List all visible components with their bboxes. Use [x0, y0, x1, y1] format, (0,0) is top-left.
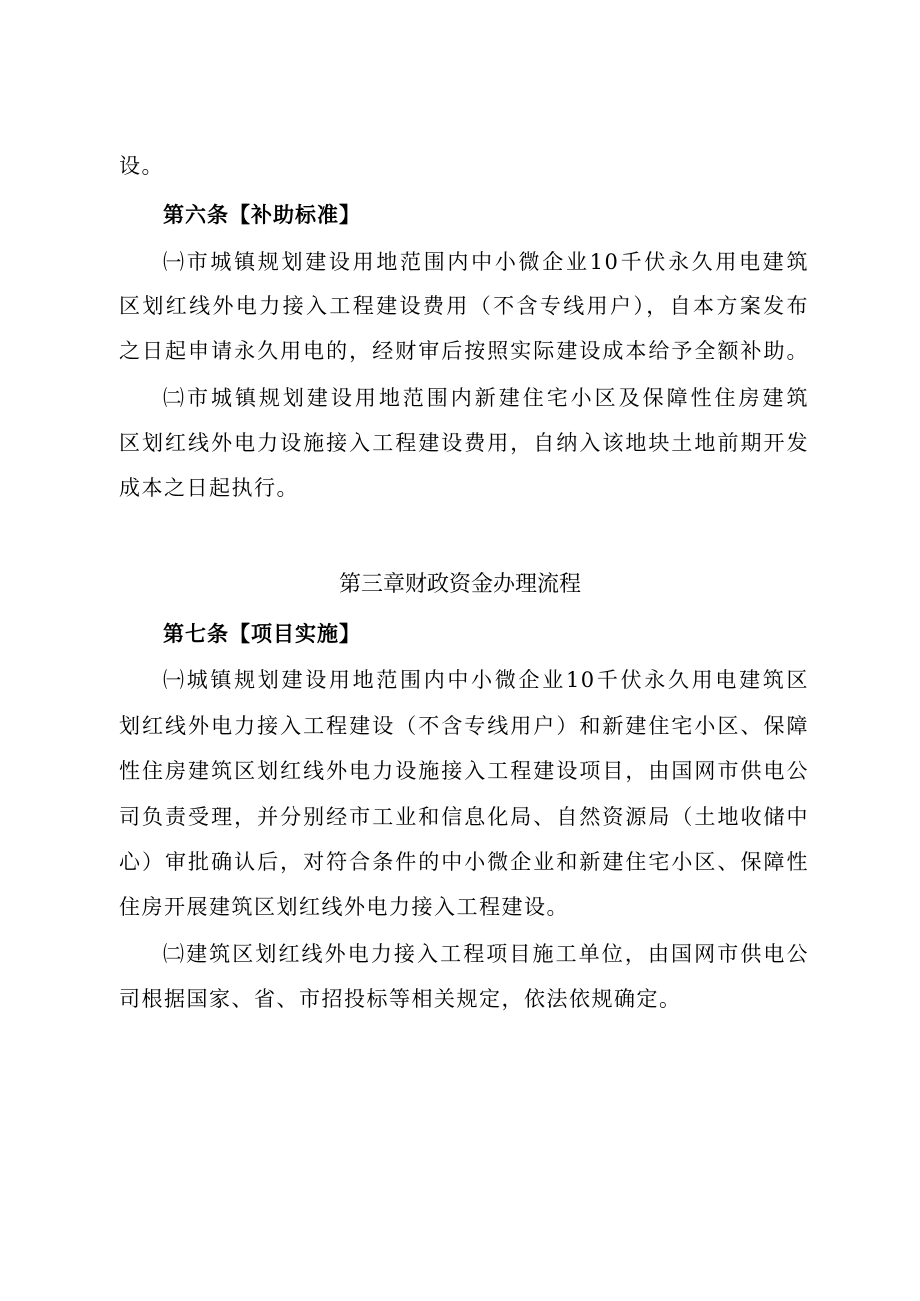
- paragraph-line: 设。: [119, 154, 164, 178]
- paragraph-line: 区划红线外电力设施接入工程建设费用，自纳入该地块土地前期开发: [119, 431, 809, 455]
- paragraph-line: ㈡市城镇规划建设用地范围内新建住宅小区及保障性住房建筑: [163, 386, 809, 410]
- paragraph-line: 区划红线外电力接入工程建设费用（不含专线用户），自本方案发布: [119, 294, 809, 318]
- paragraph-line: 住房开展建筑区划红线外电力接入工程建设。: [119, 895, 569, 919]
- chapter-title: 第三章财政资金办理流程: [338, 572, 581, 597]
- paragraph-line: 心）审批确认后，对符合条件的中小微企业和新建住宅小区、保障性: [119, 850, 809, 874]
- paragraph-line: 成本之日起执行。: [119, 476, 299, 500]
- paragraph-line: ㈠城镇规划建设用地范围内中小微企业10千伏永久用电建筑区: [163, 668, 809, 692]
- paragraph-line: 划红线外电力接入工程建设（不含专线用户）和新建住宅小区、保障: [119, 714, 809, 738]
- article-6-heading: 第六条【补助标准】: [163, 203, 361, 227]
- paragraph-line: 司负责受理，并分别经市工业和信息化局、自然资源局（土地收储中: [119, 805, 809, 829]
- paragraph-line: ㈠市城镇规划建设用地范围内中小微企业10千伏永久用电建筑: [163, 250, 809, 274]
- paragraph-line: ㈡建筑区划红线外电力接入工程项目施工单位，由国网市供电公: [163, 942, 809, 966]
- paragraph-line: 性住房建筑区划红线外电力设施接入工程建设项目，由国网市供电公: [119, 759, 809, 783]
- article-7-heading: 第七条【项目实施】: [163, 622, 361, 646]
- paragraph-line: 之日起申请永久用电的，经财审后按照实际建设成本给予全额补助。: [119, 339, 809, 363]
- paragraph-line: 司根据国家、省、市招投标等相关规定，依法依规确定。: [119, 987, 682, 1011]
